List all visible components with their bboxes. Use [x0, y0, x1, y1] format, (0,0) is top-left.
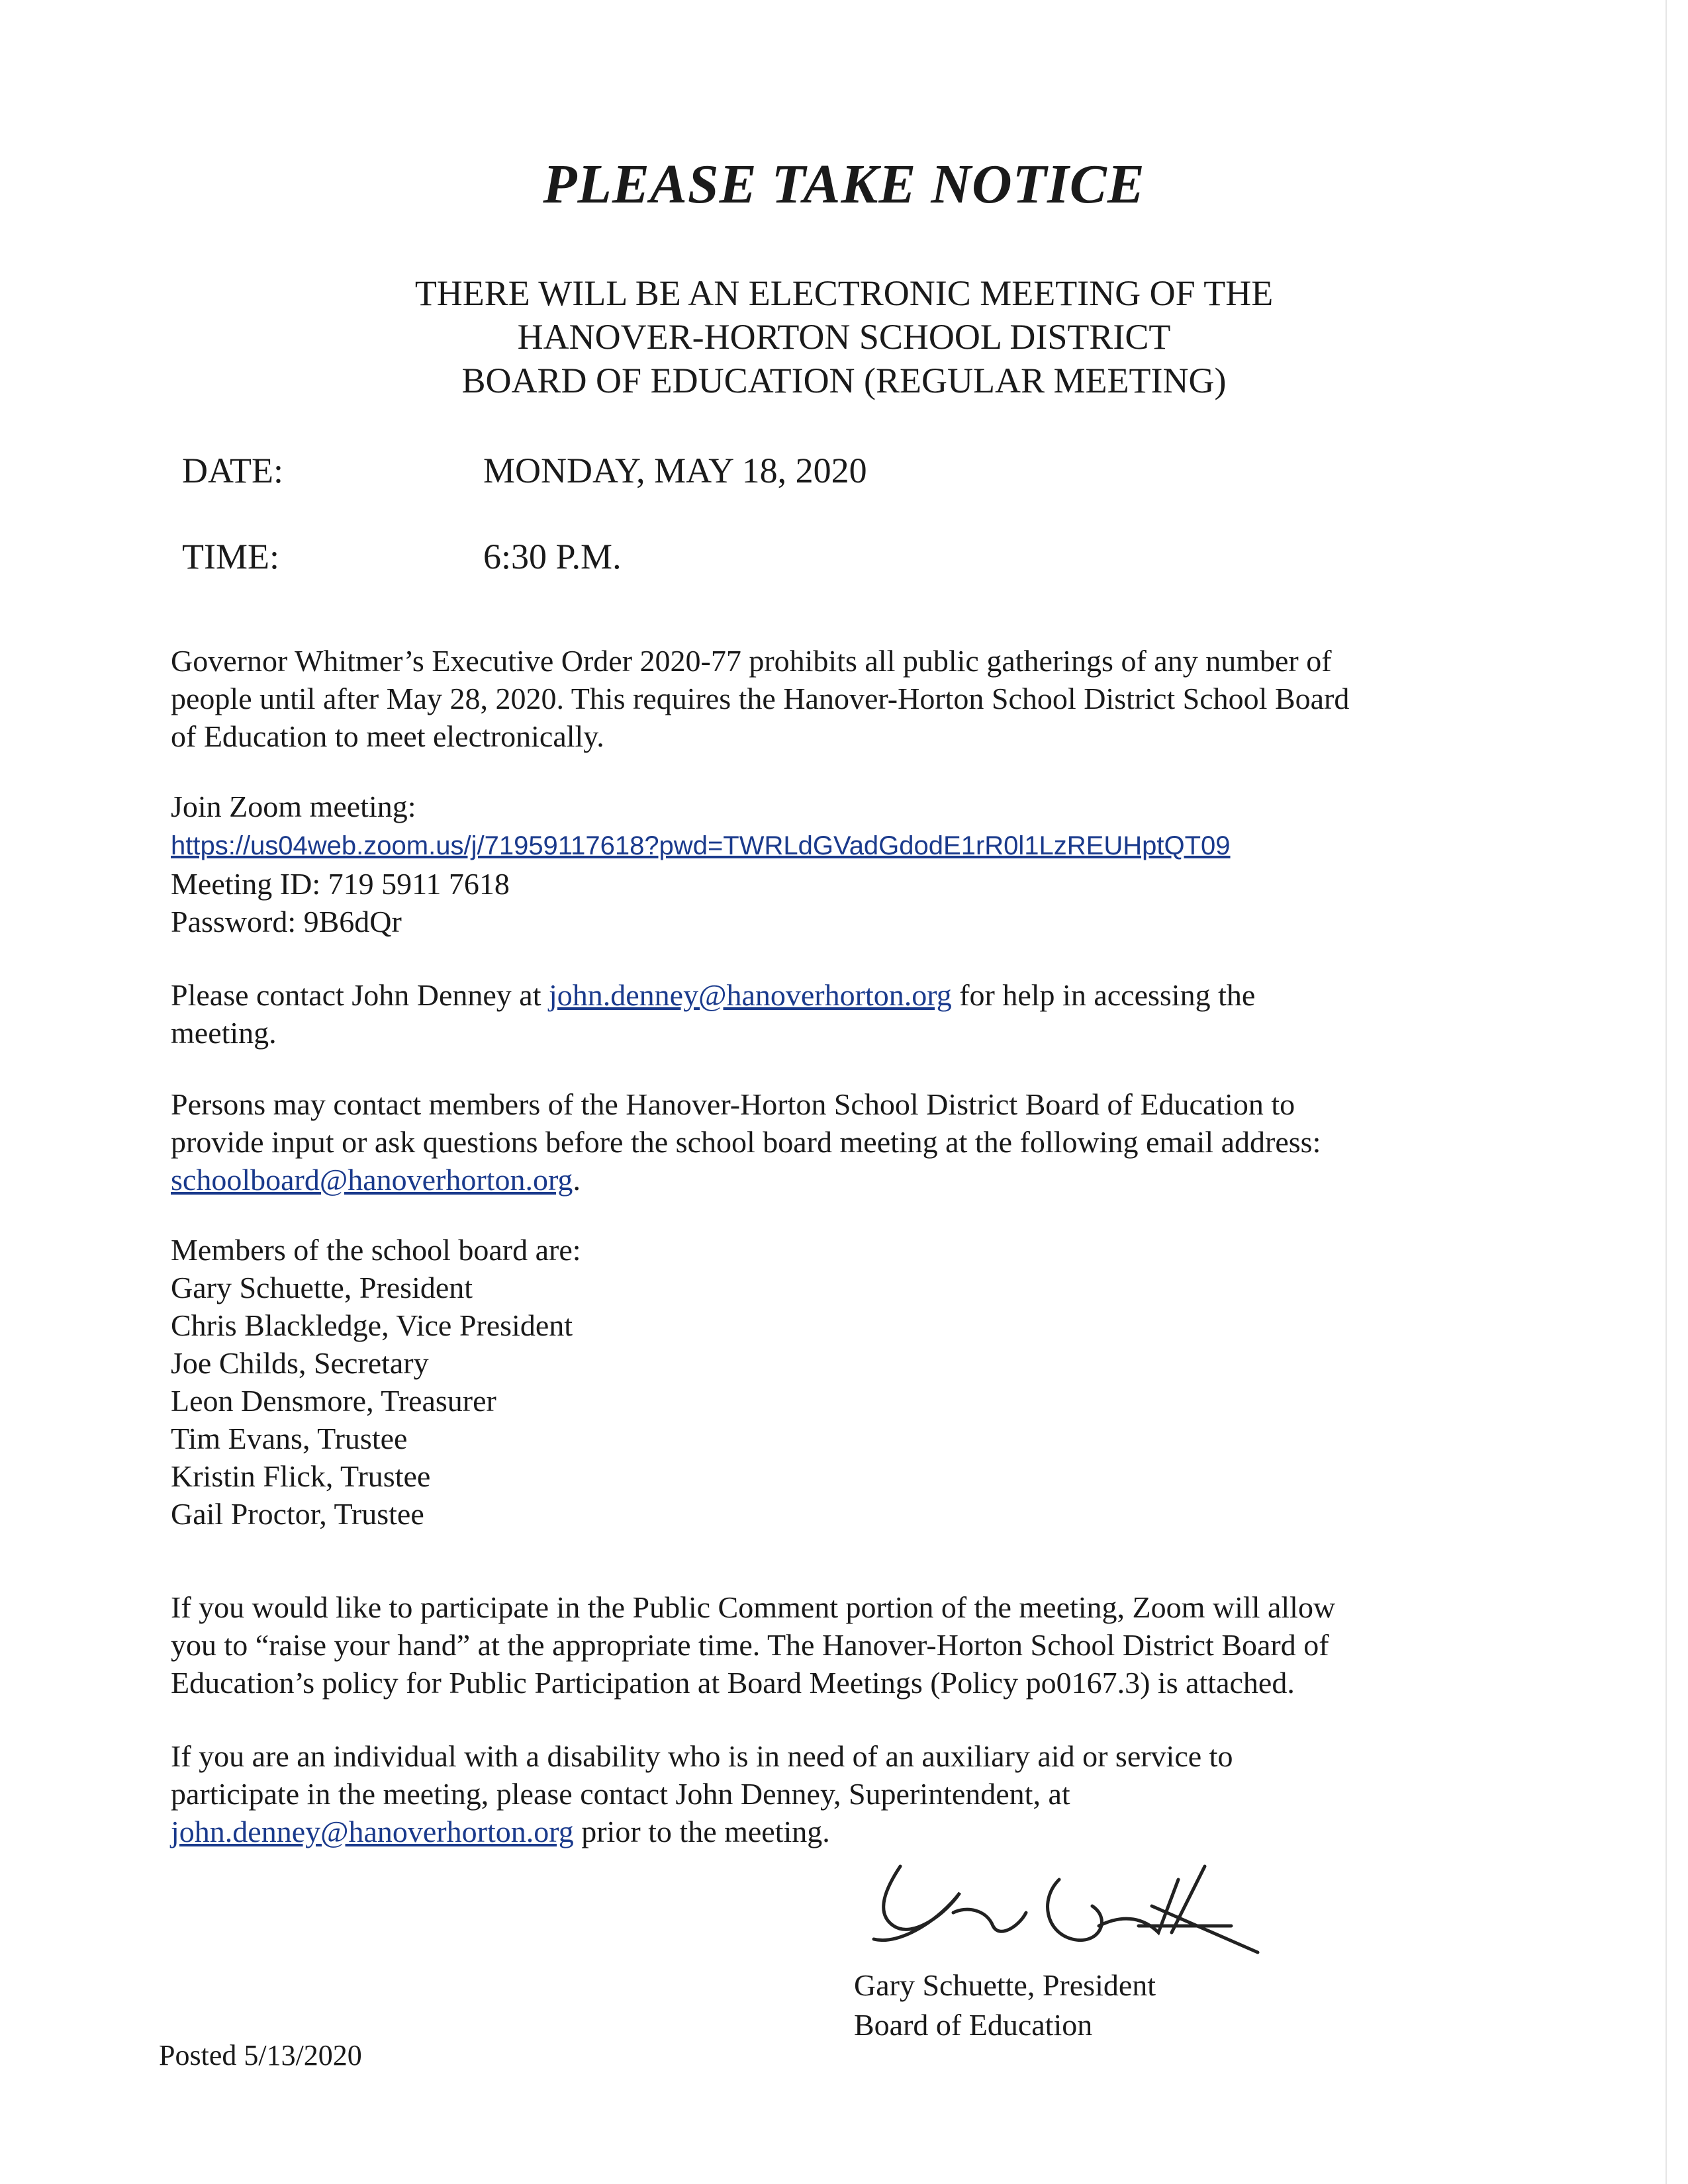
executive-order-paragraph [171, 642, 1508, 755]
scan-edge [1665, 0, 1667, 2184]
members-intro: Members of the school board are: [171, 1233, 581, 1267]
meeting-heading [0, 271, 1688, 402]
heading-line: BOARD OF EDUCATION (REGULAR MEETING) [461, 361, 1227, 400]
paragraph-line: Governor Whitmer’s Executive Order 2020-77 prohibits all public gatherings of any number of [171, 644, 1332, 678]
persons-paragraph [171, 1085, 1508, 1199]
member-item: Gail Proctor, Trustee [171, 1497, 424, 1531]
disability-paragraph [171, 1737, 1508, 1850]
contact-text: meeting. [171, 1016, 277, 1050]
signatory-org: Board of Education [854, 2008, 1093, 2042]
paragraph-line: Education’s policy for Public Participation at Board Meetings (Policy po0167.3) is attached. [171, 1666, 1295, 1700]
member-item: Tim Evans, Trustee [171, 1422, 408, 1455]
page-title: PLEASE TAKE NOTICE [543, 154, 1145, 215]
member-item: Chris Blackledge, Vice President [171, 1308, 573, 1342]
paragraph-line: people until after May 28, 2020. This requires the Hanover-Horton School District School Board [171, 682, 1350, 715]
paragraph-line: Persons may contact members of the Hanover-Horton School District Board of Education to [171, 1087, 1295, 1121]
heading-line: THERE WILL BE AN ELECTRONIC MEETING OF THE [414, 273, 1274, 313]
paragraph-line: of Education to meet electronically. [171, 719, 604, 753]
member-item: Gary Schuette, President [171, 1271, 473, 1304]
meeting-id: Meeting ID: 719 5911 7618 [171, 867, 510, 901]
zoom-details [171, 788, 1508, 940]
superintendent-email-link[interactable]: john.denney@hanoverhorton.org [171, 1815, 574, 1848]
public-comment-paragraph [171, 1588, 1508, 1702]
paragraph-line: If you are an individual with a disability who is in need of an auxiliary aid or service to [171, 1739, 1233, 1773]
contact-text: Please contact John Denney at [171, 978, 549, 1012]
contact-paragraph [171, 976, 1508, 1052]
signature-image [861, 1840, 1271, 1959]
board-members [171, 1231, 1508, 1533]
paragraph-line: If you would like to participate in the Public Comment portion of the meeting, Zoom will allow [171, 1590, 1336, 1624]
date-value: MONDAY, MAY 18, 2020 [483, 451, 867, 490]
contact-text: for help in accessing the [951, 978, 1256, 1012]
paragraph-line: participate in the meeting, please contact John Denney, Superintendent, at [171, 1777, 1070, 1811]
signatory-name: Gary Schuette, President [854, 1968, 1156, 2002]
zoom-meeting-link[interactable]: https://us04web.zoom.us/j/71959117618?pwd=TWRLdGVadGdodE1rR0l1LzREUHptQT09 [171, 831, 1231, 860]
paragraph-line: you to “raise your hand” at the appropriate time. The Hanover-Horton School District Board of [171, 1628, 1329, 1662]
member-item: Joe Childs, Secretary [171, 1346, 429, 1380]
zoom-label: Join Zoom meeting: [171, 790, 416, 823]
paragraph-punct: . [573, 1163, 581, 1197]
schoolboard-email-link[interactable]: schoolboard@hanoverhorton.org [171, 1163, 573, 1197]
heading-line: HANOVER-HORTON SCHOOL DISTRICT [517, 317, 1171, 357]
time-value: 6:30 P.M. [483, 537, 622, 576]
meeting-password: Password: 9B6dQr [171, 905, 402, 938]
contact-email-link[interactable]: john.denney@hanoverhorton.org [548, 978, 952, 1012]
time-label: TIME: [182, 537, 279, 576]
paragraph-line: provide input or ask questions before the school board meeting at the following email address: [171, 1125, 1321, 1159]
posted-date: Posted 5/13/2020 [159, 2039, 362, 2071]
date-label: DATE: [182, 451, 283, 490]
member-item: Leon Densmore, Treasurer [171, 1384, 496, 1418]
paragraph-text: prior to the meeting. [573, 1815, 830, 1848]
member-item: Kristin Flick, Trustee [171, 1459, 431, 1493]
signatory-block [854, 1966, 1156, 2045]
